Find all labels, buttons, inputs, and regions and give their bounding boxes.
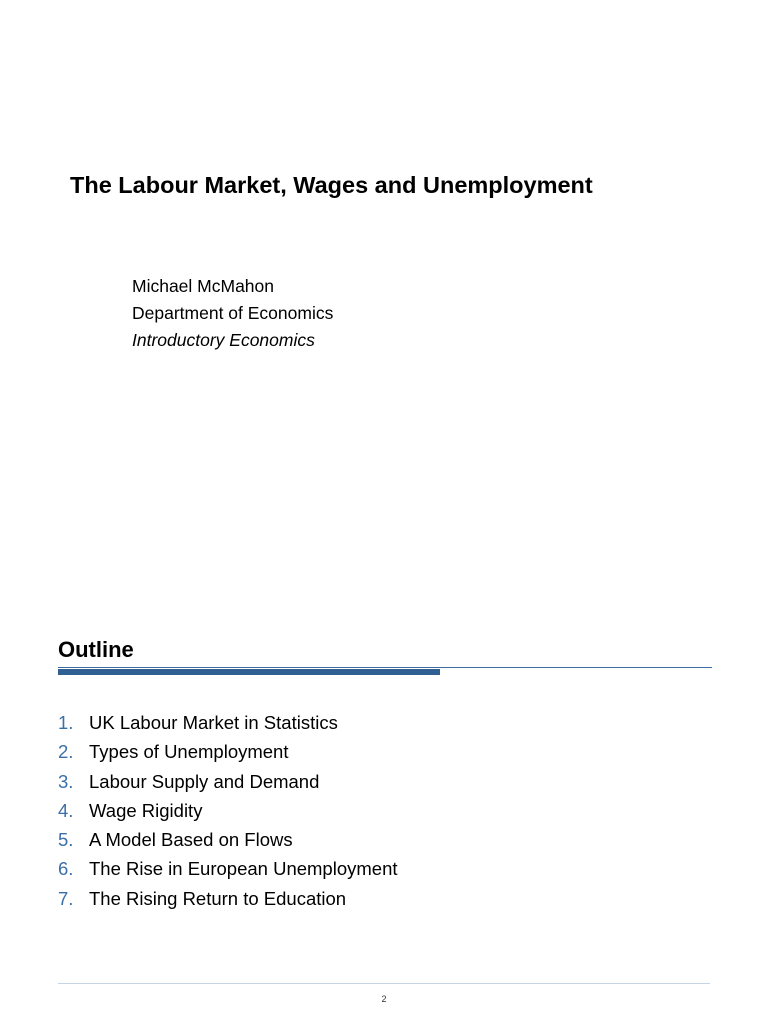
author-department: Department of Economics xyxy=(132,303,334,323)
outline-item-number: 5. xyxy=(58,829,74,851)
outline-item-number: 6. xyxy=(58,858,74,880)
outline-item-number: 1. xyxy=(58,712,74,733)
outline-item-label: Types of Unemployment xyxy=(89,741,289,763)
outline-item xyxy=(58,767,398,796)
outline-item-label: The Rising Return to Education xyxy=(89,887,347,909)
outline-item-label: Wage Rigidity xyxy=(89,799,203,821)
outline-item xyxy=(58,884,398,913)
outline-item-number: 3. xyxy=(58,770,74,792)
outline-item xyxy=(58,825,398,854)
outline-list xyxy=(58,708,398,913)
outline-item-label: A Model Based on Flows xyxy=(89,829,293,851)
course-name: Introductory Economics xyxy=(132,330,315,350)
outline-item-number: 4. xyxy=(58,799,74,821)
outline-item-label: The Rise in European Unemployment xyxy=(89,858,398,880)
outline-item xyxy=(58,708,398,737)
outline-item xyxy=(58,796,398,825)
outline-item xyxy=(58,737,398,766)
outline-item-label: UK Labour Market in Statistics xyxy=(89,712,338,733)
outline-item-label: Labour Supply and Demand xyxy=(89,770,320,792)
outline-heading: Outline xyxy=(58,637,134,662)
slide-title: The Labour Market, Wages and Unemployment xyxy=(70,172,593,198)
author-block xyxy=(132,273,333,354)
heading-accent-bar xyxy=(58,669,440,675)
footer-divider xyxy=(58,983,710,984)
outline-item-number: 7. xyxy=(58,887,74,909)
page-number: 2 xyxy=(381,994,387,1004)
heading-divider-line xyxy=(58,667,712,668)
outline-item xyxy=(58,854,398,883)
author-name: Michael McMahon xyxy=(132,276,274,296)
outline-item-number: 2. xyxy=(58,741,74,763)
